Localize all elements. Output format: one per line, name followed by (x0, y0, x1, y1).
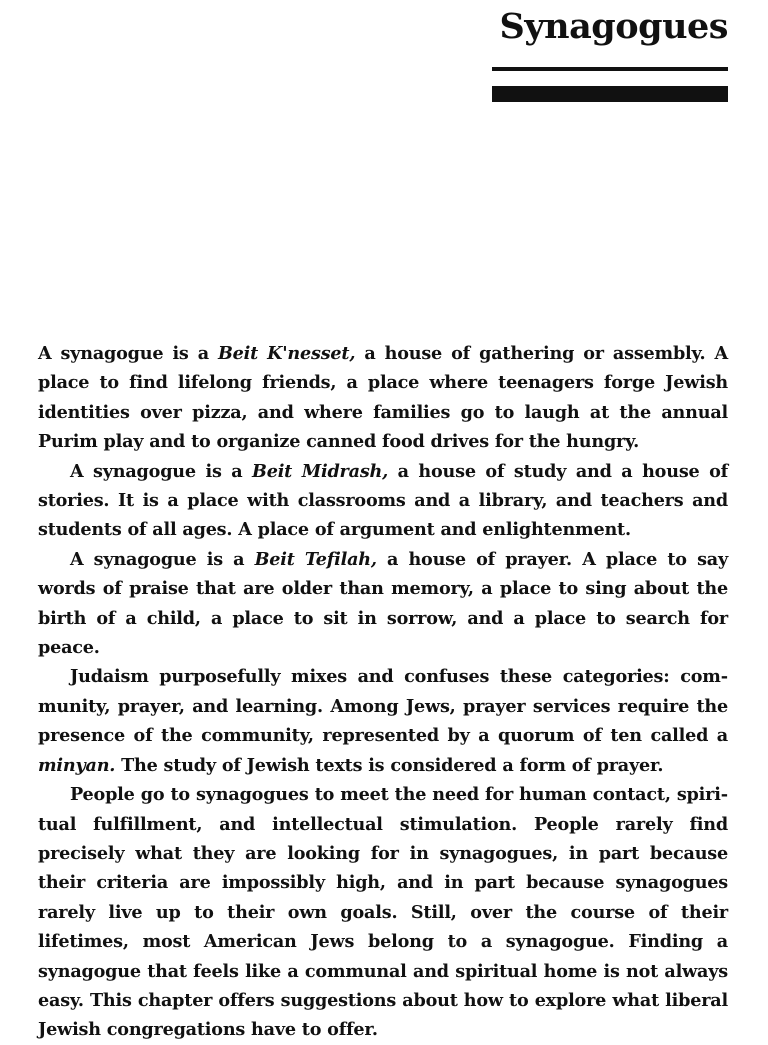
chapter-title: Synagogues (499, 6, 728, 47)
italic-term: Beit Midrash, (252, 460, 389, 482)
text-run: Judaism purposefully mixes and confuses these categories: community, prayer, and learning. Among Jews, prayer services require the presence of the community, represented by a quorum of ten called a (38, 666, 728, 747)
body-paragraph (38, 545, 728, 663)
body-paragraph (38, 339, 728, 457)
title-rule-thin (492, 67, 728, 71)
text-run: A synagogue is a (70, 548, 255, 570)
chapter-body (38, 339, 728, 1045)
body-paragraph (38, 662, 728, 780)
text-run: a house of study and a house of stories. It is a place with classrooms and a library, and teachers and students of all ages. A place of argument and enlightenment. (38, 460, 728, 541)
text-run: People go to synagogues to meet the need for human contact, spiritual fulfillment, and intellectual stimulation. People rarely find precisely what they are looking for in synagogues, in part because their criteria are impossibly high, and in part because synagogues rarely live up to their own goals. Still, over the course of their lifetimes, most American Jews belong to a synagogue. Finding a synagogue that feels like a communal and spiritual home is not always easy. This chapter offers suggestions about how to explore what liberal Jewish congregations have to offer. (38, 784, 728, 1041)
italic-term: Beit Tefilah, (254, 548, 377, 570)
text-run: a house of gathering or assembly. A place to find lifelong friends, a place where teenagers forge Jewish identities over pizza, and where families go to laugh at the annual Purim play and to organize canned food drives for the hungry. (38, 343, 728, 453)
body-paragraph (38, 457, 728, 545)
italic-term: Beit K'nesset, (218, 343, 356, 364)
title-rule-thick (492, 86, 728, 102)
text-run: A synagogue is a (70, 460, 253, 482)
body-paragraph (38, 780, 728, 1045)
text-run: a house of prayer. A place to say words of praise that are older than memory, a place to sing about the birth of a child, a place to sit in sorrow, and a place to search for peace. (38, 548, 728, 659)
italic-term: minyan. (38, 754, 116, 776)
text-run: The study of Jewish texts is considered a form of prayer. (115, 754, 664, 776)
text-run: A synagogue is a (38, 343, 218, 364)
